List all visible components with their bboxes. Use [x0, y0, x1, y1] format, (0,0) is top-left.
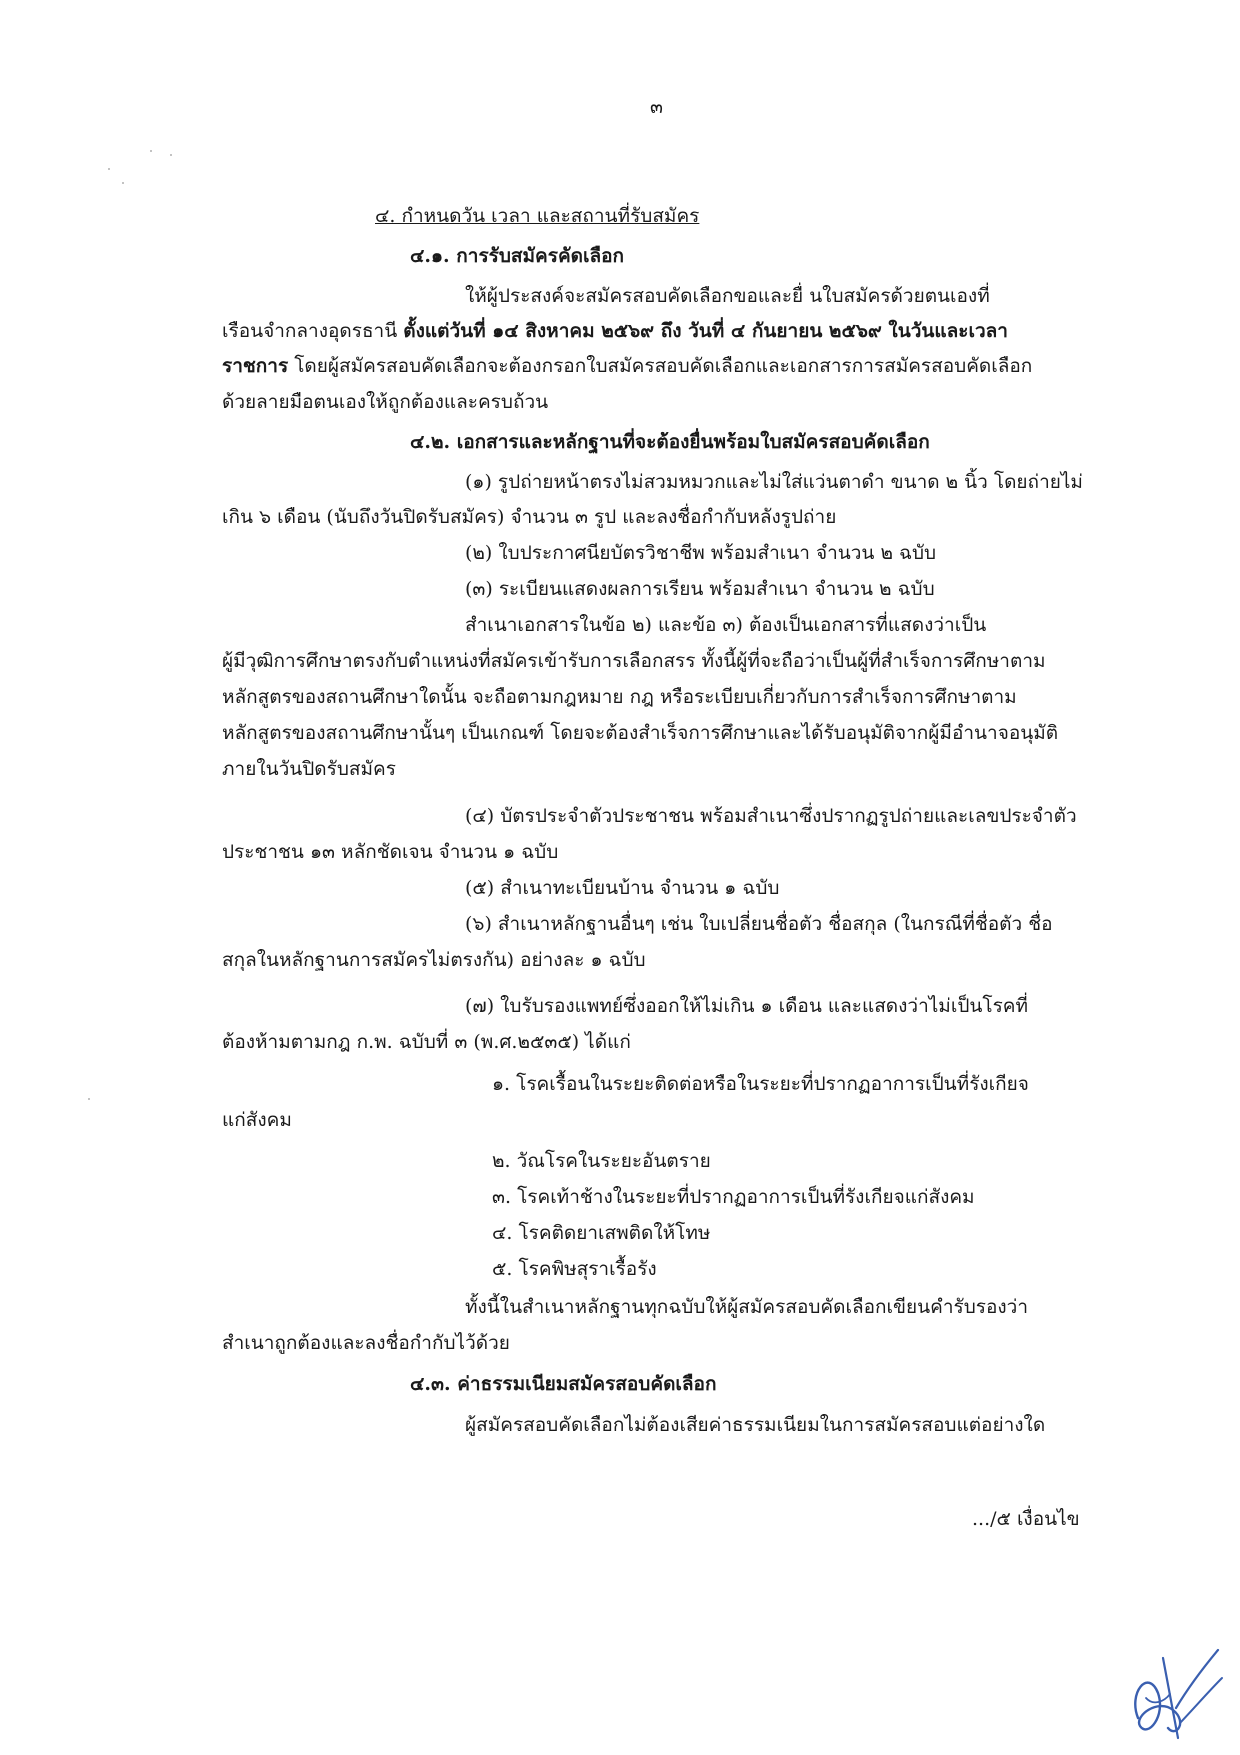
certification-note: ทั้งนี้ในสำเนาหลักฐานทุกฉบับให้ผู้สมัครสอบคัดเลือกเขียนคำรับรองว่า [465, 1296, 1028, 1318]
paragraph-line: ด้วยลายมือตนเองให้ถูกต้องและครบถ้วน [222, 391, 549, 413]
fee-text: ผู้สมัครสอบคัดเลือกไม่ต้องเสียค่าธรรมเนียมในการสมัครสอบแต่อย่างใด [465, 1414, 1046, 1436]
disease-item: ๔. โรคติดยาเสพติดให้โทษ [492, 1222, 711, 1244]
paragraph-line [222, 357, 1032, 376]
continuation-marker: .../๕ เงื่อนไข [972, 1508, 1080, 1530]
list-item-continuation: เกิน ๖ เดือน (นับถึงวันปิดรับสมัคร) จำนวน ๓ รูป และลงชื่อกำกับหลังรูปถ่าย [222, 506, 837, 528]
list-item: (๓) ระเบียนแสดงผลการเรียน พร้อมสำเนา จำนวน ๒ ฉบับ [465, 578, 935, 600]
disease-item: ๓. โรคเท้าช้างในระยะที่ปรากฏอาการเป็นที่รังเกียจแก่สังคม [492, 1186, 975, 1208]
paragraph-text: โดยผู้สมัครสอบคัดเลือกจะต้องกรอกใบสมัครสอบคัดเลือกและเอกสารการสมัครสอบคัดเลือก [288, 355, 1033, 377]
certification-note: สำเนาถูกต้องและลงชื่อกำกับไว้ด้วย [222, 1332, 510, 1354]
list-item: (๕) สำเนาทะเบียนบ้าน จำนวน ๑ ฉบับ [465, 877, 780, 899]
section-4-3-heading: ๔.๓. ค่าธรรมเนียมสมัครสอบคัดเลือก [410, 1373, 717, 1395]
section-4-2-heading: ๔.๒. เอกสารและหลักฐานที่จะต้องยื่นพร้อมใบสมัครสอบคัดเลือก [410, 431, 930, 453]
note-line: ผู้มีวุฒิการศึกษาตรงกับตำแหน่งที่สมัครเข้ารับการเลือกสรร ทั้งนี้ผู้ที่จะถือว่าเป็นผู้ที่สำเร็จการศึกษาตาม [222, 650, 1046, 672]
paragraph-text: เรือนจำกลางอุดรธานี [222, 320, 404, 342]
signature-mark [1118, 1598, 1228, 1748]
paragraph-line: ให้ผู้ประสงค์จะสมัครสอบคัดเลือกขอและยื่ นใบสมัครด้วยตนเองที่ [465, 285, 990, 307]
list-item-continuation: ประชาชน ๑๓ หลักชัดเจน จำนวน ๑ ฉบับ [222, 841, 559, 863]
note-line: หลักสูตรของสถานศึกษานั้นๆ เป็นเกณฑ์ โดยจะต้องสำเร็จการศึกษาและได้รับอนุมัติจากผู้มีอำนาจอนุมัติ [222, 722, 1059, 744]
scan-speck [170, 154, 172, 156]
list-item-continuation: สกุลในหลักฐานการสมัครไม่ตรงกัน) อย่างละ ๑ ฉบับ [222, 949, 646, 971]
list-item: (๗) ใบรับรองแพทย์ซึ่งออกให้ไม่เกิน ๑ เดือน และแสดงว่าไม่เป็นโรคที่ [465, 995, 1029, 1017]
note-line: หลักสูตรของสถานศึกษาใดนั้น จะถือตามกฎหมาย กฎ หรือระเบียบเกี่ยวกับการสำเร็จการศึกษาตาม [222, 686, 1017, 708]
list-item: (๑) รูปถ่ายหน้าตรงไม่สวมหมวกและไม่ใส่แว่นตาดำ ขนาด ๒ นิ้ว โดยถ่ายไม่ [465, 471, 1083, 493]
list-item: (๒) ใบประกาศนียบัตรวิชาชีพ พร้อมสำเนา จำนวน ๒ ฉบับ [465, 542, 937, 564]
list-item-continuation: ต้องห้ามตามกฎ ก.พ. ฉบับที่ ๓ (พ.ศ.๒๕๓๕) ได้แก่ [222, 1031, 631, 1053]
page-number: ๓ [650, 96, 663, 118]
note-line: สำเนาเอกสารในข้อ ๒) และข้อ ๓) ต้องเป็นเอกสารที่แสดงว่าเป็น [465, 614, 987, 636]
scan-speck [122, 182, 124, 184]
scan-speck [150, 150, 152, 152]
disease-item-continuation: แก่สังคม [222, 1109, 292, 1131]
list-item: (๖) สำเนาหลักฐานอื่นๆ เช่น ใบเปลี่ยนชื่อตัว ชื่อสกุล (ในกรณีที่ชื่อตัว ชื่อ [465, 913, 1053, 935]
scan-speck [88, 1098, 90, 1100]
section-4-title: ๔. กำหนดวัน เวลา และสถานที่รับสมัคร [375, 205, 700, 227]
scan-speck [108, 168, 110, 170]
section-4-1-heading: ๔.๑. การรับสมัครคัดเลือก [410, 245, 625, 267]
disease-item: ๑. โรคเรื้อนในระยะติดต่อหรือในระยะที่ปรากฏอาการเป็นที่รังเกียจ [492, 1073, 1029, 1095]
note-line: ภายในวันปิดรับสมัคร [222, 758, 396, 780]
disease-item: ๒. วัณโรคในระยะอันตราย [492, 1150, 711, 1172]
paragraph-line [222, 322, 1008, 341]
application-period: ตั้งแต่วันที่ ๑๔ สิงหาคม ๒๕๖๙ ถึง วันที่ ๔ กันยายน ๒๕๖๙ ในวันและเวลา [403, 320, 1008, 342]
paragraph-bold-text: ราชการ [222, 355, 289, 377]
list-item: (๔) บัตรประจำตัวประชาชน พร้อมสำเนาซึ่งปรากฏรูปถ่ายและเลขประจำตัว [465, 805, 1077, 827]
disease-item: ๕. โรคพิษสุราเรื้อรัง [492, 1258, 657, 1280]
